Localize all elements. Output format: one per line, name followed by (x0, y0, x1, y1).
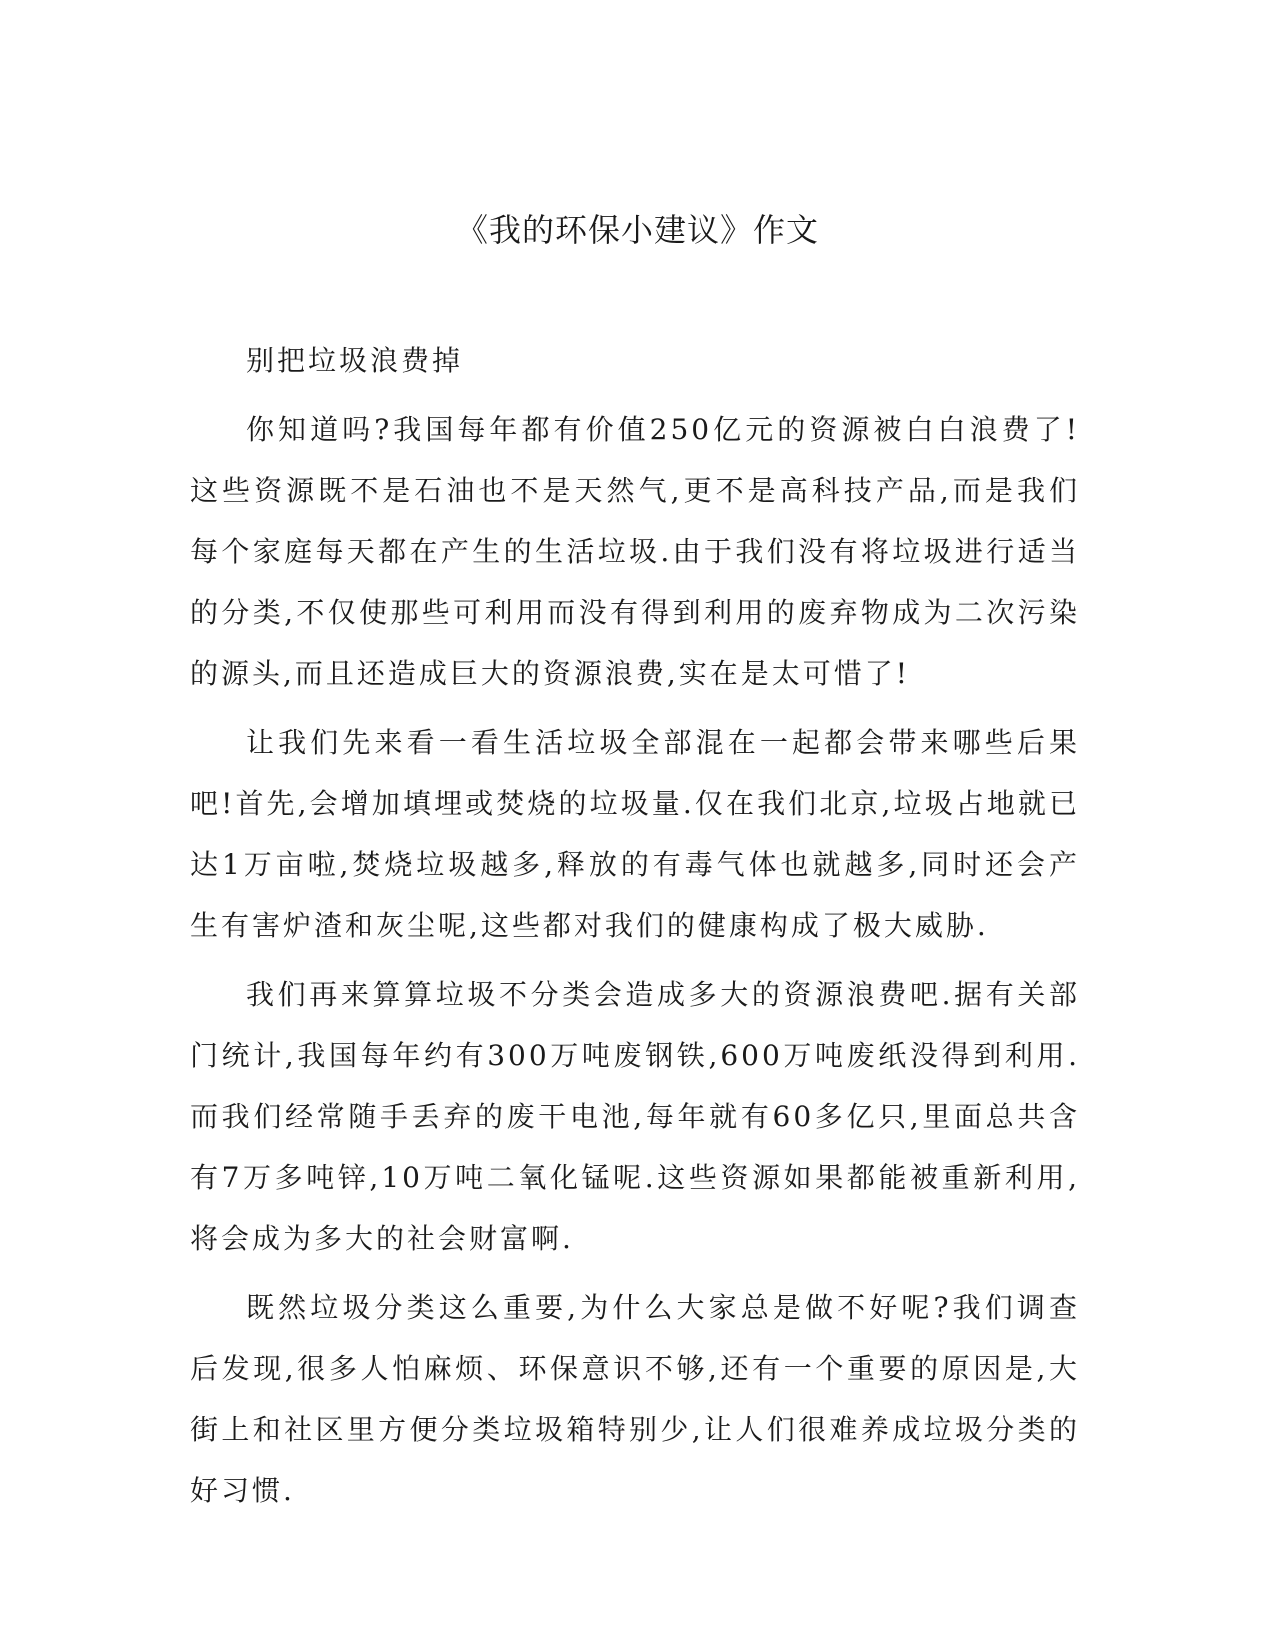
paragraph-2: 让我们先来看一看生活垃圾全部混在一起都会带来哪些后果吧!首先,会增加填埋或焚烧的垃圾量.仅在我们北京,垃圾占地就已达1万亩啦,焚烧垃圾越多,释放的有毒气体也就越多,同时还会产生有害炉渣和灰尘呢,这些都对我们的健康构成了极大威胁. (190, 726, 1080, 942)
paragraph-1: 你知道吗?我国每年都有价值250亿元的资源被白白浪费了!这些资源既不是石油也不是天然气,更不是高科技产品,而是我们每个家庭每天都在产生的生活垃圾.由于我们没有将垃圾进行适当的分类,不仅使那些可利用而没有得到利用的废弃物成为二次污染的源头,而且还造成巨大的资源浪费,实在是太可惜了! (190, 413, 1080, 690)
paragraph-4: 既然垃圾分类这么重要,为什么大家总是做不好呢?我们调查后发现,很多人怕麻烦、环保意识不够,还有一个重要的原因是,大街上和社区里方便分类垃圾箱特别少,让人们很难养成垃圾分类的好习惯. (190, 1291, 1080, 1507)
document-title: 《我的环保小建议》作文 (455, 211, 819, 249)
paragraph-subtitle: 别把垃圾浪费掉 (246, 344, 464, 377)
document-body (190, 330, 1080, 1529)
paragraph-3: 我们再来算算垃圾不分类会造成多大的资源浪费吧.据有关部门统计,我国每年约有300万吨废钢铁,600万吨废纸没得到利用.而我们经常随手丢弃的废干电池,每年就有60多亿只,里面总共含有7万多吨锌,10万吨二氧化锰呢.这些资源如果都能被重新利用,将会成为多大的社会财富啊. (190, 978, 1080, 1255)
